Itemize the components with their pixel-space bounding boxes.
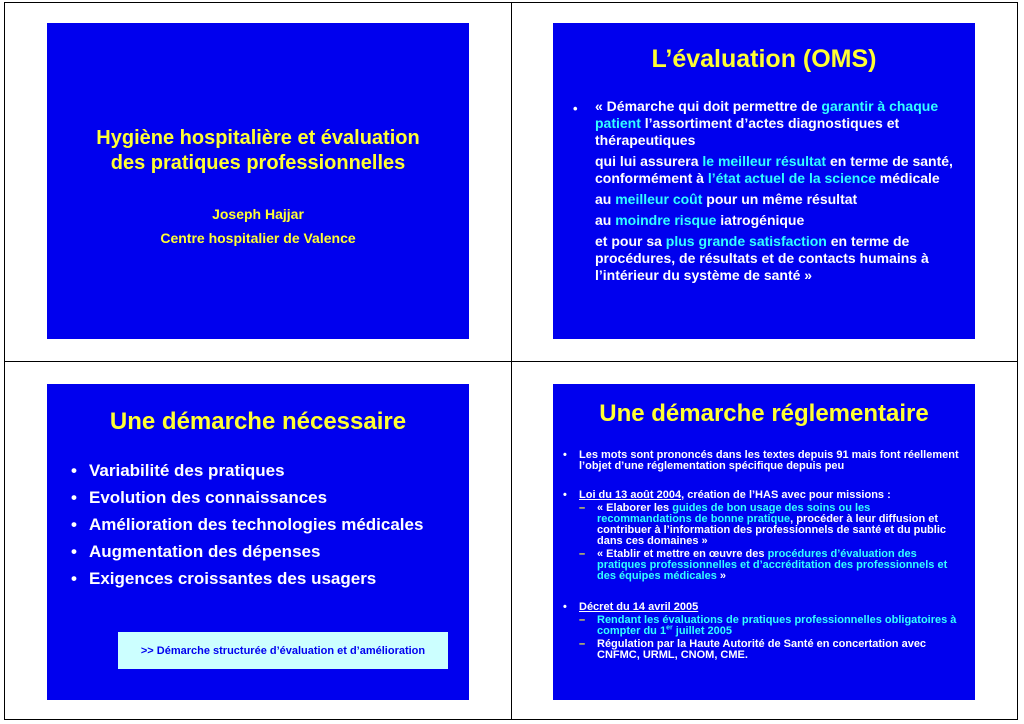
bullet: •	[563, 489, 567, 501]
text: Les mots sont prononcés dans les textes depuis 91 mais font réellement l’objet d’une réglementation spécifique depuis peu	[579, 449, 959, 472]
highlight: procédures d’évaluation des pratiques professionnelles et d’accréditation des professionnels et des équipes médicales	[597, 548, 948, 582]
presentation-title	[47, 126, 469, 176]
sub-item	[579, 503, 959, 547]
highlight: l’état actuel de la science	[707, 170, 876, 186]
text: Rendant les évaluations de pratiques professionnelles obligatoires à compter du 1	[597, 614, 957, 637]
text: iatrogénique	[716, 212, 805, 228]
text: juillet 2005	[672, 625, 733, 637]
bullet-block	[563, 489, 959, 582]
text: , création de l’HAS avec pour missions :	[681, 489, 891, 501]
author-affiliation: Centre hospitalier de Valence	[160, 230, 356, 246]
superscript: er	[666, 624, 673, 632]
list-item: • Amélioration des technologies médicales	[69, 514, 449, 536]
dash: –	[579, 638, 586, 650]
paragraph	[595, 233, 965, 284]
bullet: •	[563, 601, 567, 613]
text: « Démarche qui doit permettre de	[595, 98, 822, 114]
reasons-list	[69, 460, 449, 595]
text: au	[595, 191, 616, 207]
bullet: •	[573, 101, 578, 116]
title-line-1: Hygiène hospitalière et évaluation	[96, 127, 420, 149]
sub-item	[579, 615, 959, 637]
paragraph	[595, 98, 965, 149]
conclusion-callout: >> Démarche structurée d’évaluation et d’amélioration	[118, 632, 448, 669]
dash: –	[579, 614, 586, 626]
text: , procéder à leur diffusion et contribuer à l’information des professionnels de santé et du public dans ces domaines »	[597, 513, 946, 547]
list-item: • Evolution des connaissances	[69, 487, 449, 509]
highlight: moindre risque	[615, 212, 717, 228]
text: Régulation par la Haute Autorité de Santé en concertation avec CNFMC, URML, CNOM, CME.	[597, 638, 927, 661]
highlight: guides de bon usage des soins ou les recommandations de bonne pratique	[597, 502, 871, 525]
slide-title	[47, 23, 469, 339]
slide-necessary-approach	[47, 384, 469, 700]
bullet-block	[563, 601, 959, 661]
text: »	[716, 570, 727, 582]
slide-oms-definition	[553, 23, 975, 339]
dash: –	[579, 502, 586, 514]
text: qui lui assurera	[595, 153, 703, 169]
author-name: Joseph Hajjar	[212, 206, 304, 222]
text: médicale	[875, 170, 940, 186]
horizontal-divider	[4, 361, 1018, 362]
sub-item	[579, 549, 959, 582]
text: et pour sa	[595, 233, 666, 249]
slide-title: Une démarche nécessaire	[109, 408, 407, 435]
slide-title: Une démarche réglementaire	[599, 400, 929, 427]
highlight: plus grande satisfaction	[665, 233, 827, 249]
slide-regulatory-approach	[553, 384, 975, 700]
highlight: meilleur coût	[615, 191, 703, 207]
title-line-2: des pratiques professionnelles	[110, 152, 406, 174]
paragraph	[595, 191, 965, 208]
law-reference: Loi du 13 août 2004	[579, 489, 682, 501]
dash: –	[579, 548, 586, 560]
list-item: • Variabilité des pratiques	[69, 460, 449, 482]
paragraph	[595, 212, 965, 229]
text: « Etablir et mettre en œuvre des	[597, 548, 768, 560]
highlight: le meilleur résultat	[702, 153, 827, 169]
highlight: garantir à chaque patient	[595, 98, 939, 131]
text: « Elaborer les	[597, 502, 673, 514]
text: l’assortiment d’actes diagnostiques et thérapeutiques	[595, 115, 900, 148]
decree-reference: Décret du 14 avril 2005	[579, 601, 699, 613]
bullet-block	[563, 449, 959, 472]
text: au	[595, 212, 616, 228]
list-item: • Augmentation des dépenses	[69, 541, 449, 563]
list-item: • Exigences croissantes des usagers	[69, 568, 449, 590]
sub-item	[579, 639, 959, 661]
definition-text	[595, 98, 965, 288]
slide-title: L’évaluation (OMS)	[651, 45, 877, 73]
text: en terme de santé, conformément à	[595, 153, 953, 186]
bullet: •	[563, 449, 567, 461]
text: en terme de procédures, de résultats et de contacts humains à l’intérieur du système de santé »	[595, 233, 929, 283]
paragraph	[595, 153, 965, 187]
text: pour un même résultat	[702, 191, 858, 207]
